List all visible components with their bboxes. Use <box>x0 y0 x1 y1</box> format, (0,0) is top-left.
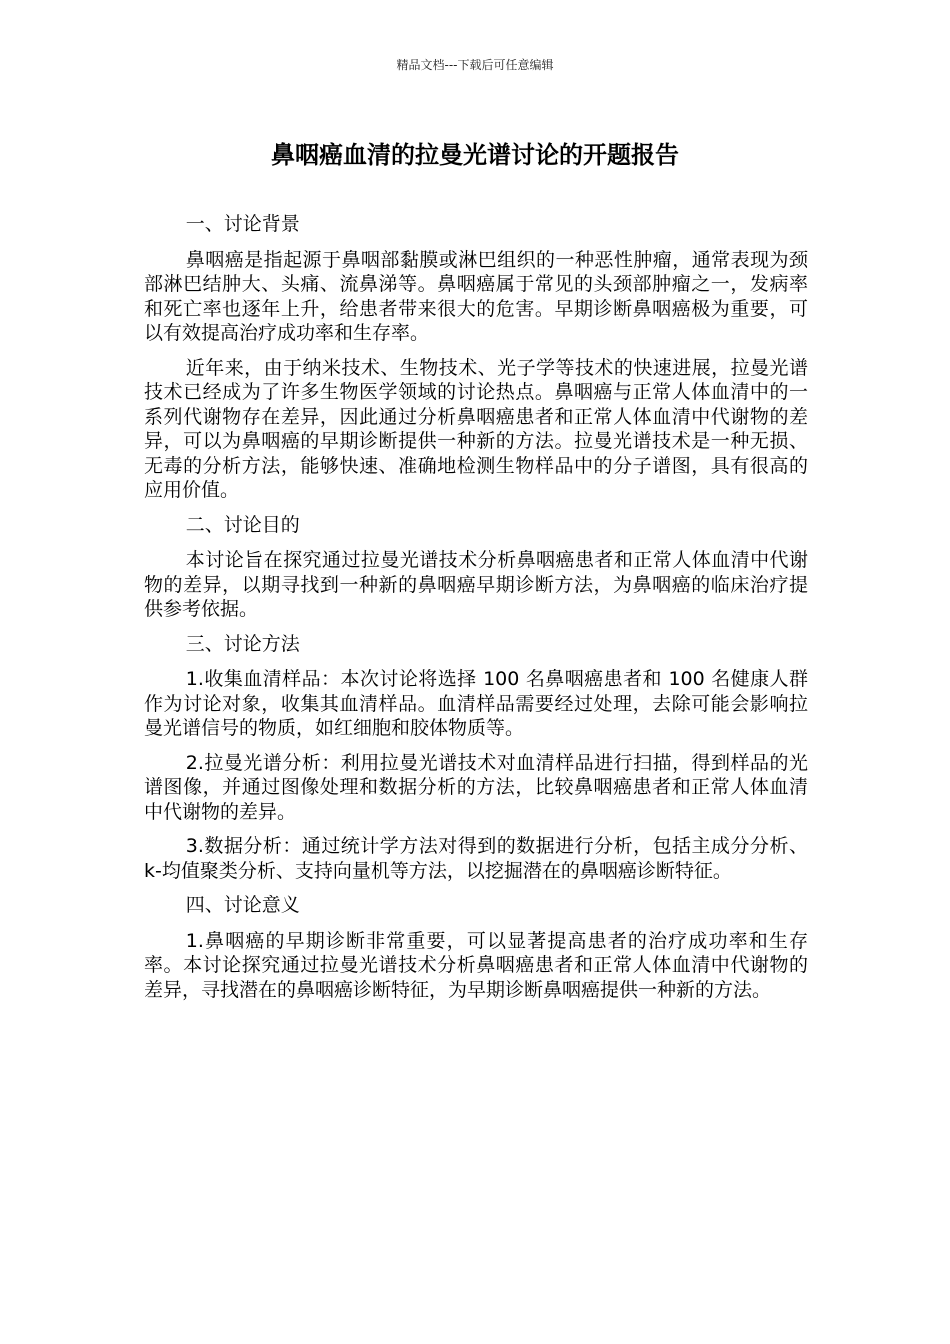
section-heading-significance: 四、讨论意义 <box>185 894 300 916</box>
paragraph: 2.拉曼光谱分析：利用拉曼光谱技术对血清样品进行扫描，得到样品的光谱图像，并通过图像处理和数据分析的方法，比较鼻咽癌患者和正常人体血清中代谢物的差异。 <box>144 751 808 823</box>
section-heading-purpose: 二、讨论目的 <box>185 513 300 536</box>
section-heading-background: 一、讨论背景 <box>185 213 300 235</box>
paragraph: 本讨论旨在探究通过拉曼光谱技术分析鼻咽癌患者和正常人体血清中代谢物的差异，以期寻找到一种新的鼻咽癌早期诊断方法，为鼻咽癌的临床治疗提供参考依据。 <box>144 549 808 620</box>
paragraph: 鼻咽癌是指起源于鼻咽部黏膜或淋巴组织的一种恶性肿瘤，通常表现为颈部淋巴结肿大、头痛、流鼻涕等。鼻咽癌属于常见的头颈部肿瘤之一，发病率和死亡率也逐年上升，给患者带来很大的危害。早期诊断鼻咽癌极为重要，可以有效提高治疗成功率和生存率。 <box>144 248 808 344</box>
paragraph: 1.鼻咽癌的早期诊断非常重要，可以显著提高患者的治疗成功率和生存率。本讨论探究通过拉曼光谱技术分析鼻咽癌患者和正常人体血清中代谢物的差异，寻找潜在的鼻咽癌诊断特征，为早期诊断鼻咽癌提供一种新的方法。 <box>144 929 808 1001</box>
paragraph: 3.数据分析：通过统计学方法对得到的数据进行分析，包括主成分分析、k-均值聚类分析、支持向量机等方法，以挖掘潜在的鼻咽癌诊断特征。 <box>144 835 808 882</box>
paragraph: 1.收集血清样品：本次讨论将选择 100 名鼻咽癌患者和 100 名健康人群作为讨论对象，收集其血清样品。血清样品需要经过处理，去除可能会影响拉曼光谱信号的物质，如红细胞和胶体物质等。 <box>144 668 808 739</box>
paragraph: 近年来，由于纳米技术、生物技术、光子学等技术的快速进展，拉曼光谱技术已经成为了许多生物医学领域的讨论热点。鼻咽癌与正常人体血清中的一系列代谢物存在差异，因此通过分析鼻咽癌患者和正常人体血清中代谢物的差异，可以为鼻咽癌的早期诊断提供一种新的方法。拉曼光谱技术是一种无损、无毒的分析方法，能够快速、准确地检测生物样品中的分子谱图，具有很高的应用价值。 <box>144 356 808 501</box>
document-body <box>144 212 808 1012</box>
header-note: 精品文档---下载后可任意编辑 <box>396 58 554 72</box>
document-title: 鼻咽癌血清的拉曼光谱讨论的开题报告 <box>271 141 679 169</box>
section-heading-methods: 三、讨论方法 <box>185 632 300 655</box>
